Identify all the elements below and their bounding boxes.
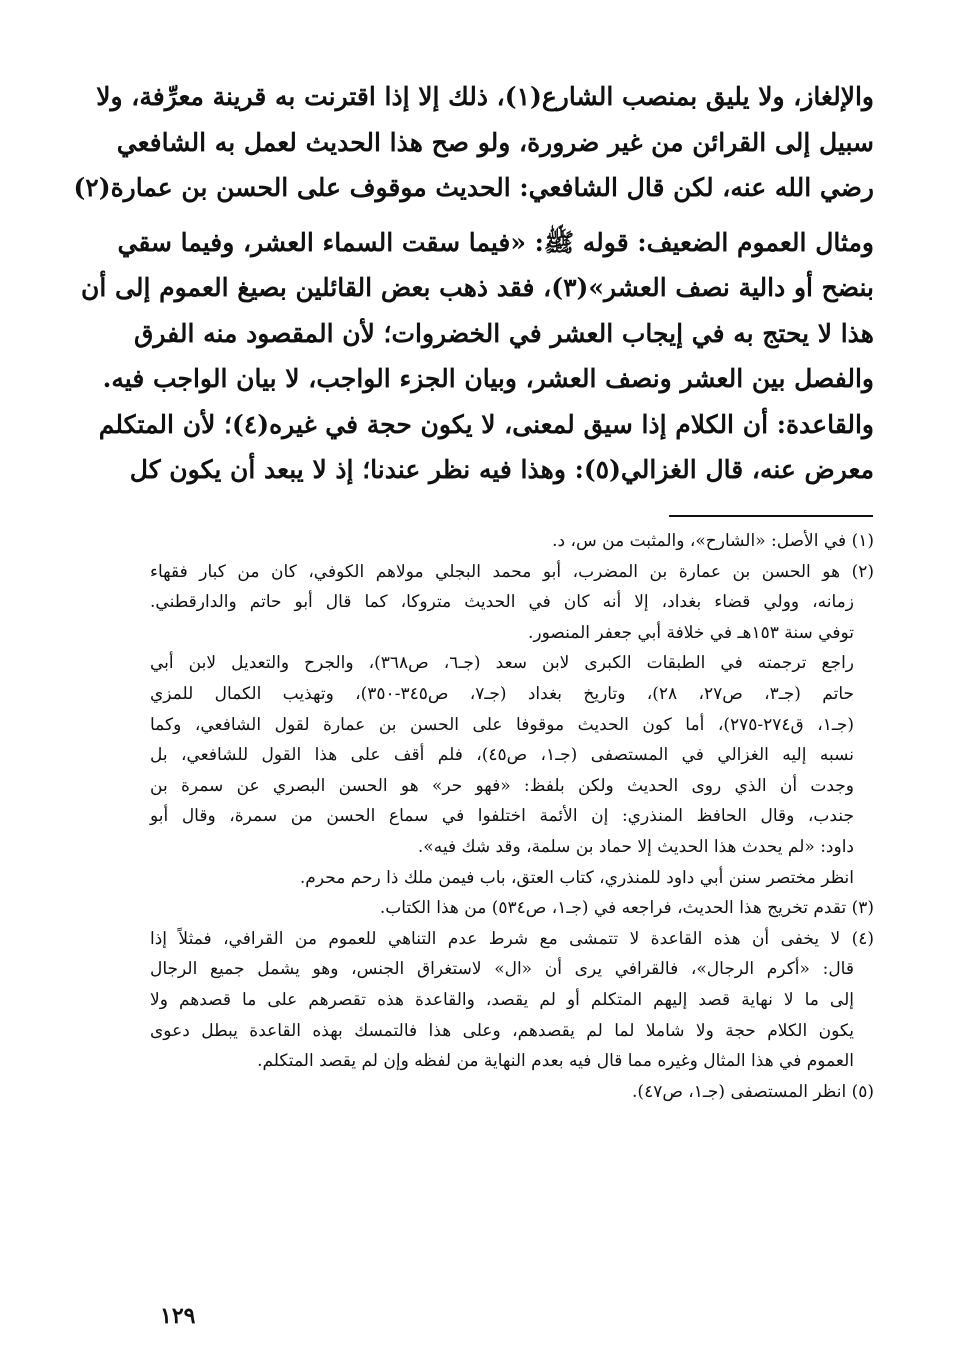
footnote-line: انظر مختصر سنن أبي داود للمنذري، كتاب العتق، باب فيمن ملك ذا رحم محرم. bbox=[299, 867, 854, 888]
footnote-line: إلى ما لا نهاية قصد إليهم المتكلم أو لم يقصد، والقاعدة هذه تقصرهم على ما قصدهم ولا bbox=[150, 989, 854, 1010]
footnote-line: يكون الكلام حجة ولا شاملا لما لم يقصدهم، وعلى هذا فالتمسك بهذه القاعدة يبطل دعوى bbox=[150, 1020, 854, 1041]
footnotes bbox=[150, 526, 874, 1107]
footnote-line: قال: «أكرم الرجال»، فالقرافي يرى أن «ال» لاستغراق الجنس، وهو يشمل جميع الرجال bbox=[150, 959, 854, 980]
footnote-line: راجع ترجمته في الطبقات الكبرى لابن سعد (جـ٦، ص٣٦٨)، والجرح والتعديل لابن أبي bbox=[150, 653, 855, 674]
text-line: سبيل إلى القرائن من غير ضرورة، ولو صح هذا الحديث لعمل به الشافعي bbox=[116, 127, 874, 157]
footnote-line: داود: «لم يحدث هذا الحديث إلا حماد بن سلمة، وقد شك فيه». bbox=[417, 836, 854, 857]
main-text bbox=[73, 74, 874, 493]
text-line: معرض عنه، قال الغزالي(٥): وهذا فيه نظر عندنا؛ إذ لا يبعد أن يكون كل bbox=[129, 455, 874, 484]
footnote-4: (٤) لا يخفى أن هذه القاعدة لا تتمشى مع شرط عدم التناهي للعموم من القرافي، فمثلاً إذا bbox=[150, 928, 874, 949]
text-line: بنضح أو دالية نصف العشر»(٣)، فقد ذهب بعض القائلين بصيغ العموم إلى أن bbox=[81, 273, 874, 302]
text-line: هذا لا يحتج به في إيجاب العشر في الخضروات؛ لأن المقصود منه الفرق bbox=[133, 318, 874, 348]
footnote-line: زمانه، وولي قضاء بغداد، إلا أنه كان في الحديث متروكا، كما قال أبو حاتم والدارقطني. bbox=[150, 592, 854, 613]
footnote-separator bbox=[669, 515, 873, 517]
text-line: والفصل بين العشر ونصف العشر، وبيان الجزء الواجب، لا بيان الواجب فيه. bbox=[102, 364, 874, 393]
footnote-line: جندب، وقال الحافظ المنذري: إن الأئمة اختلفوا في سماع الحسن من سمرة، وقال أبو bbox=[150, 806, 854, 827]
text-line: والإلغاز، ولا يليق بمنصب الشارع(١)، ذلك إلا إذا اقترنت به قرينة معرِّفة، ولا bbox=[96, 82, 874, 111]
page-number: ١٢٩ bbox=[160, 1303, 196, 1329]
footnote-1: (١) في الأصل: «الشارح»، والمثبت من س، د. bbox=[552, 531, 874, 551]
footnote-3: (٣) تقدم تخريج هذا الحديث، فراجعه في (جـ١، ص٥٣٤) من هذا الكتاب. bbox=[379, 898, 874, 919]
text-line: والقاعدة: أن الكلام إذا سيق لمعنى، لا يكون حجة في غيره(٤)؛ لأن المتكلم bbox=[98, 409, 874, 439]
footnote-2: (٢) هو الحسن بن عمارة بن المضرب، أبو محمد البجلي مولاهم الكوفي، كان من كبار فقهاء bbox=[150, 561, 874, 582]
footnote-line: حاتم (جـ٣، ص٢٧، ٢٨)، وتاريخ بغداد (جـ٧، ص٣٤٥-٣٥٠)، وتهذيب الكمال للمزي bbox=[150, 683, 855, 704]
text-line: ومثال العموم الضعيف: قوله ﷺ: «فيما سقت السماء العشر، وفيما سقي bbox=[117, 227, 874, 257]
footnote-line: توفي سنة ١٥٣هـ في خلافة أبي جعفر المنصور. bbox=[528, 622, 854, 643]
footnote-line: وجدت أن الذي روى الحديث ولكن بلفظ: «فهو حر» هو الحسن البصري عن سمرة بن bbox=[150, 775, 854, 796]
footnote-5: (٥) انظر المستصفى (جـ١، ص٤٧). bbox=[632, 1081, 874, 1102]
footnote-line: (جـ١، ق٢٧٤-٢٧٥)، أما كون الحديث موقوفا على الحسن بن عمارة لقول الشافعي، وكما bbox=[150, 714, 854, 735]
text-line: رضي الله عنه، لكن قال الشافعي: الحديث موقوف على الحسن بن عمارة(٢) bbox=[73, 173, 874, 202]
footnote-line: نسبه إليه الغزالي في المستصفى (جـ١، ص٤٥)، فلم أقف على هذا القول للشافعي، بل bbox=[150, 745, 854, 766]
footnote-line: العموم في هذا المثال وغيره مما قال فيه بعدم النهاية من لفظه وإن لم يقصد المتكلم. bbox=[257, 1051, 854, 1072]
